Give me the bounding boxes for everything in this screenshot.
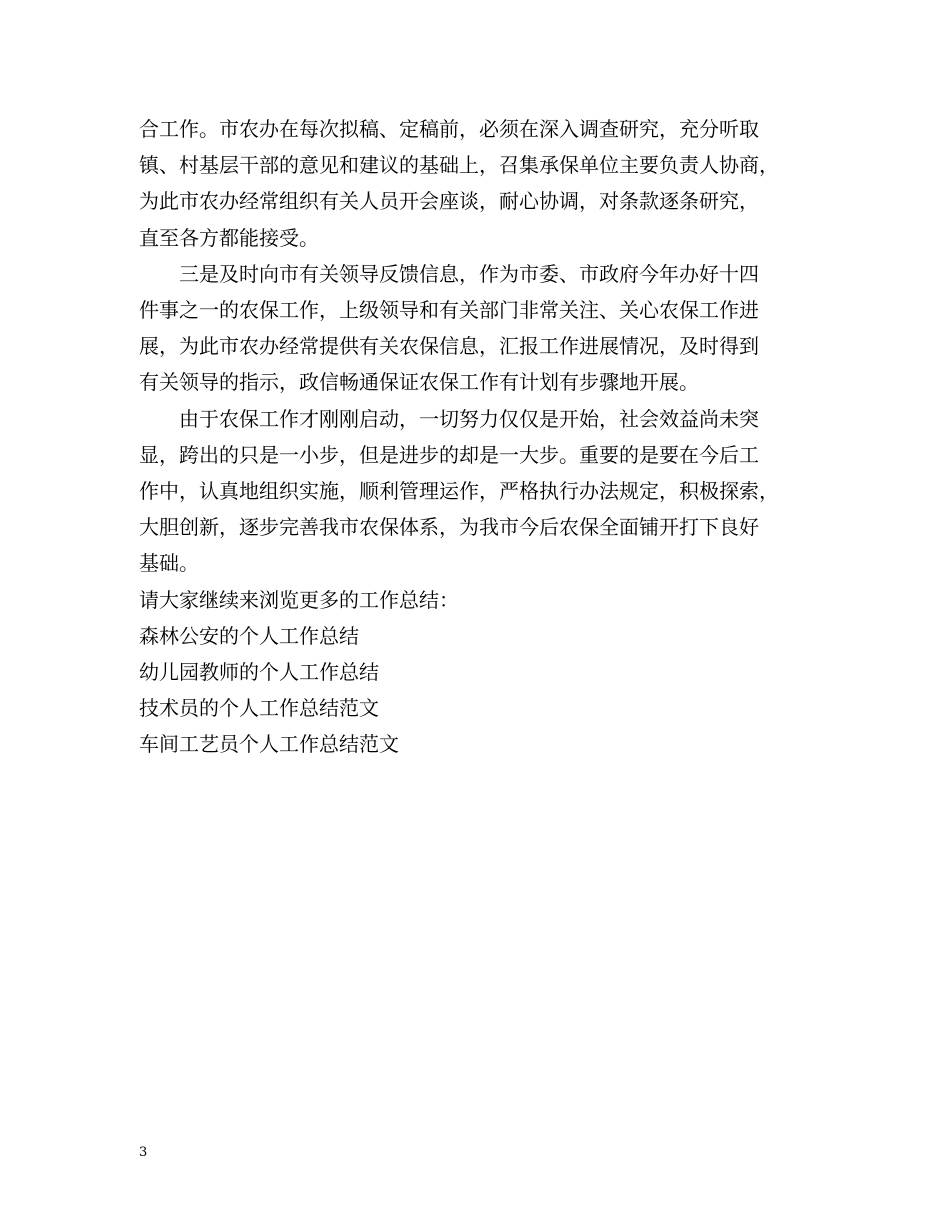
- more-link-forest-police[interactable]: 森林公安的个人工作总结: [139, 623, 359, 648]
- more-link-technician[interactable]: 技术员的个人工作总结范文: [139, 696, 379, 721]
- paragraph-continuation: 合工作。市农办在每次拟稿、定稿前，必须在深入调查研究，充分听取 镇、村基层干部的意见和建议的基础上，召集承保单位主要负责人协商， 为此市农办经常组织有关人员开会座谈，耐心协调，对条款逐条研究， 直至各方都能接受。: [139, 117, 779, 250]
- more-link-kindergarten-teacher[interactable]: 幼儿园教师的个人工作总结: [139, 660, 379, 685]
- document-body: [139, 111, 829, 763]
- paragraph-feedback: 三是及时向市有关领导反馈信息，作为市委、市政府今年办好十四 件事之一的农保工作，上级领导和有关部门非常关注、关心农保工作进 展，为此市农办经常提供有关农保信息，汇报工作进展情况，及时得到 有关领导的指示，政信畅通保证农保工作有计划有步骤地开展。: [139, 261, 759, 395]
- more-link-workshop-technologist[interactable]: 车间工艺员个人工作总结范文: [139, 732, 399, 757]
- more-summaries-intro: 请大家继续来浏览更多的工作总结：: [139, 587, 459, 612]
- paragraph-conclusion: 由于农保工作才刚刚启动，一切努力仅仅是开始，社会效益尚未突 显，跨出的只是一小步，但是进步的却是一大步。重要的是要在今后工 作中，认真地组织实施，顺利管理运作，严格执行办法规定，积极探索， 大胆创新，逐步完善我市农保体系，为我市今后农保全面铺开打下良好 基础。: [139, 406, 779, 576]
- page-number: 3: [139, 1145, 148, 1160]
